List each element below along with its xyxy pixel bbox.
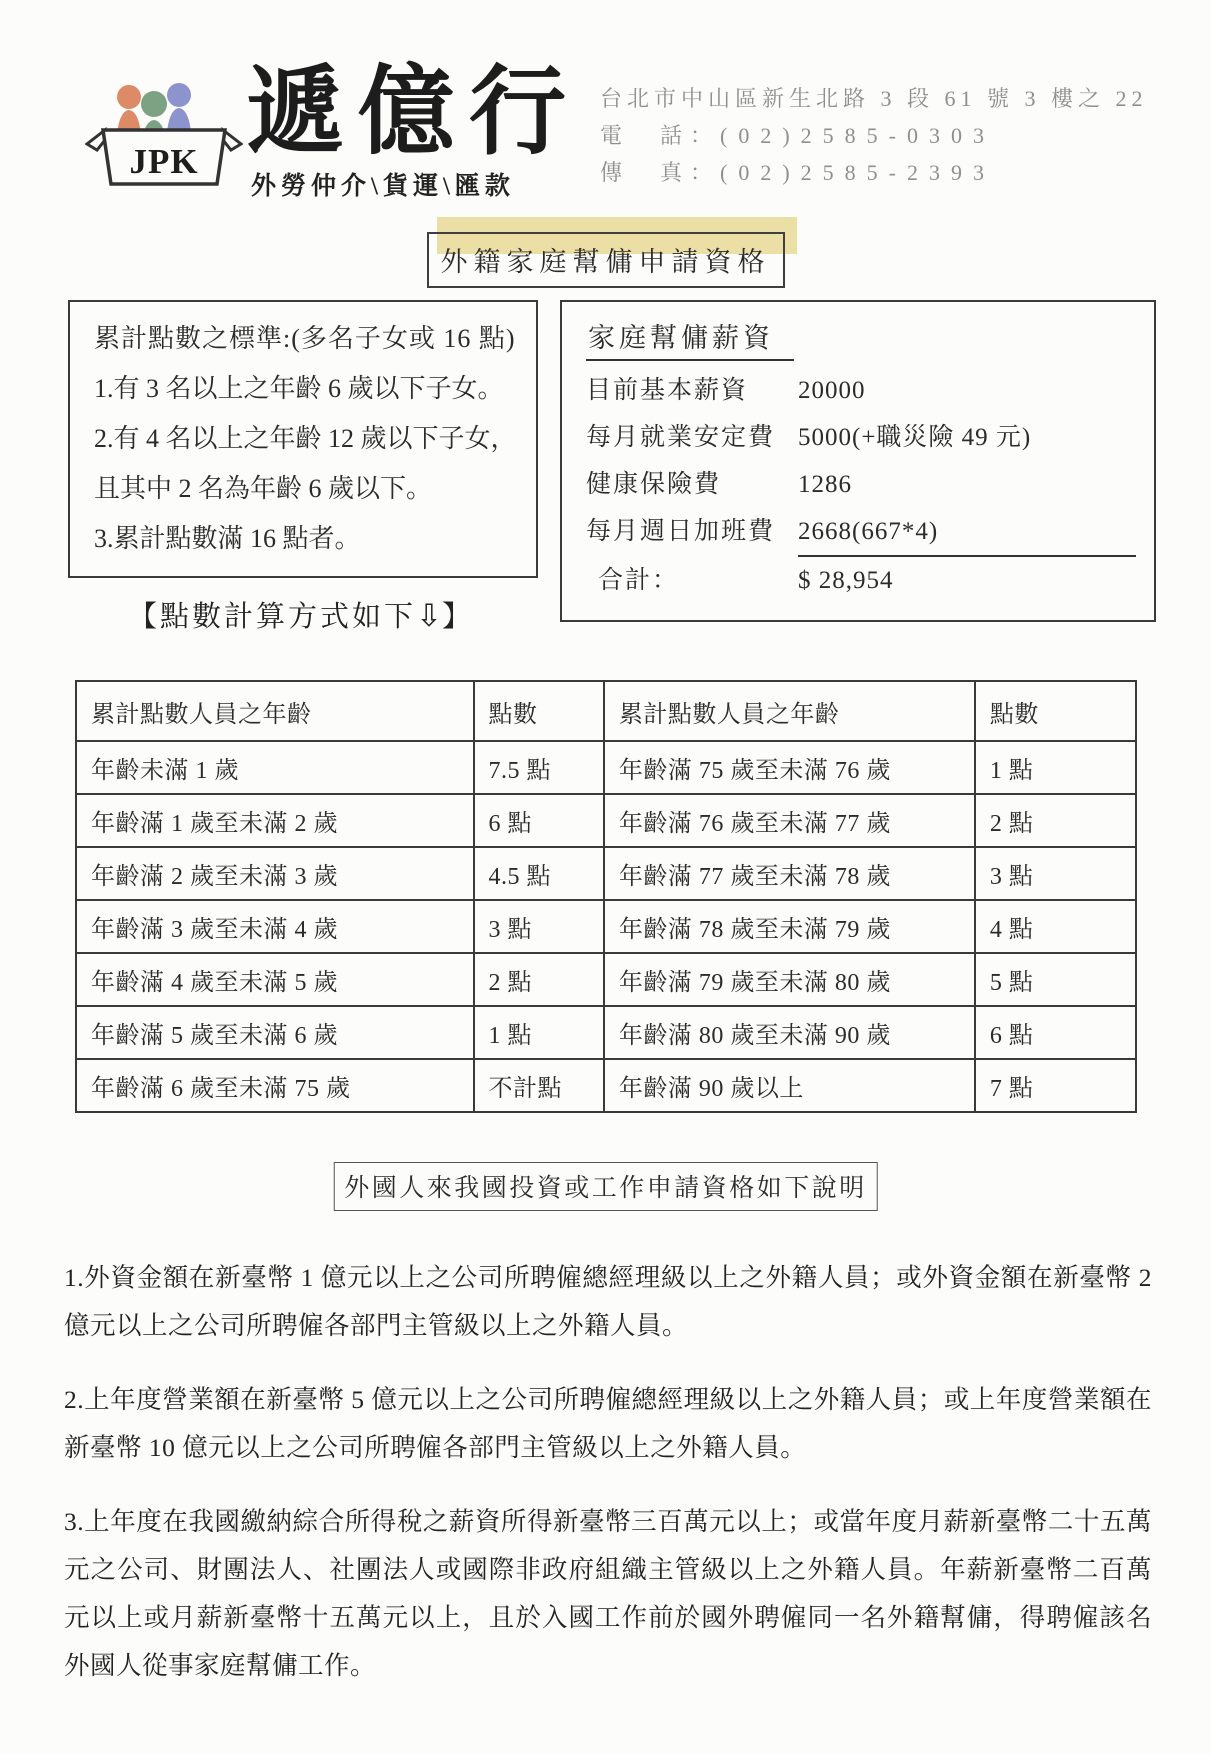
company-services-line: 外勞仲介\貨運\匯款 [251, 173, 515, 200]
salary-box-title: 家庭幫傭薪資 [586, 314, 794, 361]
age-cell: 年齡滿 5 歲至未滿 6 歲 [76, 1006, 474, 1059]
age-cell: 年齡滿 2 歲至未滿 3 歲 [76, 847, 474, 900]
points-cell: 3 點 [474, 900, 604, 953]
salary-row [586, 367, 1140, 414]
fax-label: 傳 真： [600, 160, 721, 185]
table-row [76, 1006, 1136, 1059]
salary-row-value: 1286 [798, 471, 852, 498]
phone-number: (02)2585-0303 [720, 123, 995, 148]
criteria-line: 2.有 4 名以上之年齡 12 歲以下子女， [94, 424, 517, 453]
table-header-row [76, 681, 1136, 741]
points-cell: 1 點 [975, 741, 1136, 794]
points-cell: 4.5 點 [474, 847, 604, 900]
salary-row-value: 2668(667*4) [798, 508, 1136, 557]
regulation-paragraphs [64, 1254, 1152, 1716]
col-header-points: 點數 [975, 681, 1136, 741]
salary-row-label: 健康保險費 [586, 471, 722, 498]
age-cell: 年齡滿 79 歲至未滿 80 歲 [604, 953, 975, 1006]
table-row [76, 1059, 1136, 1112]
age-cell: 年齡滿 77 歲至未滿 78 歲 [604, 847, 975, 900]
company-name: 遞億行 [247, 59, 580, 166]
salary-row [586, 508, 1140, 557]
age-cell: 年齡滿 1 歲至未滿 2 歲 [76, 794, 474, 847]
points-criteria-box [68, 300, 538, 578]
col-header-age: 累計點數人員之年齡 [76, 681, 474, 741]
salary-total-row [586, 557, 1140, 604]
salary-row-value: 20000 [798, 377, 866, 404]
salary-row-label: 每月就業安定費 [586, 424, 776, 451]
points-cell: 7.5 點 [474, 741, 604, 794]
col-header-points: 點數 [474, 681, 604, 741]
age-cell: 年齡滿 75 歲至未滿 76 歲 [604, 741, 975, 794]
col-header-age: 累計點數人員之年齡 [604, 681, 975, 741]
criteria-line: 3.累計點數滿 16 點者。 [94, 524, 361, 553]
age-cell: 年齡滿 6 歲至未滿 75 歲 [76, 1059, 474, 1112]
criteria-title: 累計點數之標準:(多名子女或 16 點) [94, 324, 516, 353]
salary-total-label: 合計： [598, 567, 680, 594]
criteria-line: 且其中 2 名為年齡 6 歲以下。 [94, 474, 433, 503]
points-cell: 2 點 [975, 794, 1136, 847]
section2-title: 外國人來我國投資或工作申請資格如下說明 [333, 1162, 878, 1211]
contact-block [600, 80, 1148, 191]
points-table [75, 680, 1137, 1113]
age-cell: 年齡滿 80 歲至未滿 90 歲 [604, 1006, 975, 1059]
age-cell: 年齡滿 90 歲以上 [604, 1059, 975, 1112]
logo-jpk-text: JPK [129, 142, 199, 181]
phone-label: 電 話： [600, 123, 721, 148]
table-row [76, 741, 1136, 794]
points-cell: 6 點 [474, 794, 604, 847]
age-cell: 年齡滿 3 歲至未滿 4 歲 [76, 900, 474, 953]
age-cell: 年齡滿 78 歲至未滿 79 歲 [604, 900, 975, 953]
document-title-badge [427, 232, 785, 288]
points-cell: 1 點 [474, 1006, 604, 1059]
salary-row-label: 目前基本薪資 [586, 377, 749, 404]
points-calculation-note [128, 594, 474, 635]
points-cell: 2 點 [474, 953, 604, 1006]
info-boxes-row [68, 300, 1156, 622]
criteria-line: 1.有 3 名以上之年齡 6 歲以下子女。 [94, 374, 504, 403]
regulation-paragraph: 1.外資金額在新臺幣 1 億元以上之公司所聘僱總經理級以上之外籍人員；或外資金額在新臺幣 2 億元以上之公司所聘僱各部門主管級以上之外籍人員。 [64, 1263, 1152, 1340]
regulation-paragraph: 2.上年度營業額在新臺幣 5 億元以上之公司所聘僱總經理級以上之外籍人員；或上年度營業額在新臺幣 10 億元以上之公司所聘僱各部門主管級以上之外籍人員。 [64, 1385, 1152, 1462]
points-cell: 不計點 [474, 1059, 604, 1112]
points-cell: 7 點 [975, 1059, 1136, 1112]
note-prefix: 【點數計算方式如下 [128, 601, 417, 633]
salary-box [560, 300, 1156, 622]
age-cell: 年齡未滿 1 歲 [76, 741, 474, 794]
points-cell: 4 點 [975, 900, 1136, 953]
down-arrow-icon: ⇩ [416, 598, 442, 634]
salary-row-value: 5000(+職災險 49 元) [798, 424, 1032, 451]
contact-fax [600, 154, 1148, 191]
points-cell: 5 點 [975, 953, 1136, 1006]
age-cell: 年齡滿 4 歲至未滿 5 歲 [76, 953, 474, 1006]
page-title: 外籍家庭幫傭申請資格 [427, 232, 785, 288]
salary-row-label: 每月週日加班費 [586, 518, 776, 545]
table-row [76, 847, 1136, 900]
company-logo-icon [85, 80, 243, 188]
salary-row [586, 461, 1140, 508]
points-cell: 6 點 [975, 1006, 1136, 1059]
note-suffix: 】 [442, 601, 475, 633]
table-row [76, 794, 1136, 847]
points-cell: 3 點 [975, 847, 1136, 900]
salary-total-value: $ 28,954 [798, 567, 894, 594]
table-row [76, 900, 1136, 953]
salary-row [586, 414, 1140, 461]
regulation-paragraph: 3.上年度在我國繳納綜合所得稅之薪資所得新臺幣三百萬元以上；或當年度月薪新臺幣二十五萬元之公司、財團法人、社團法人或國際非政府組織主管級以上之外籍人員。年薪新臺幣二百萬元以上或月薪新臺幣十五萬元以上，且於入國工作前於國外聘僱同一名外籍幫傭，得聘僱該名外國人從事家庭幫傭工作。 [64, 1507, 1152, 1680]
contact-address: 台北市中山區新生北路 3 段 61 號 3 樓之 22 [600, 86, 1148, 111]
fax-number: (02)2585-2393 [720, 160, 995, 185]
age-cell: 年齡滿 76 歲至未滿 77 歲 [604, 794, 975, 847]
letterhead [85, 59, 1161, 203]
contact-phone [600, 117, 1148, 154]
table-row [76, 953, 1136, 1006]
